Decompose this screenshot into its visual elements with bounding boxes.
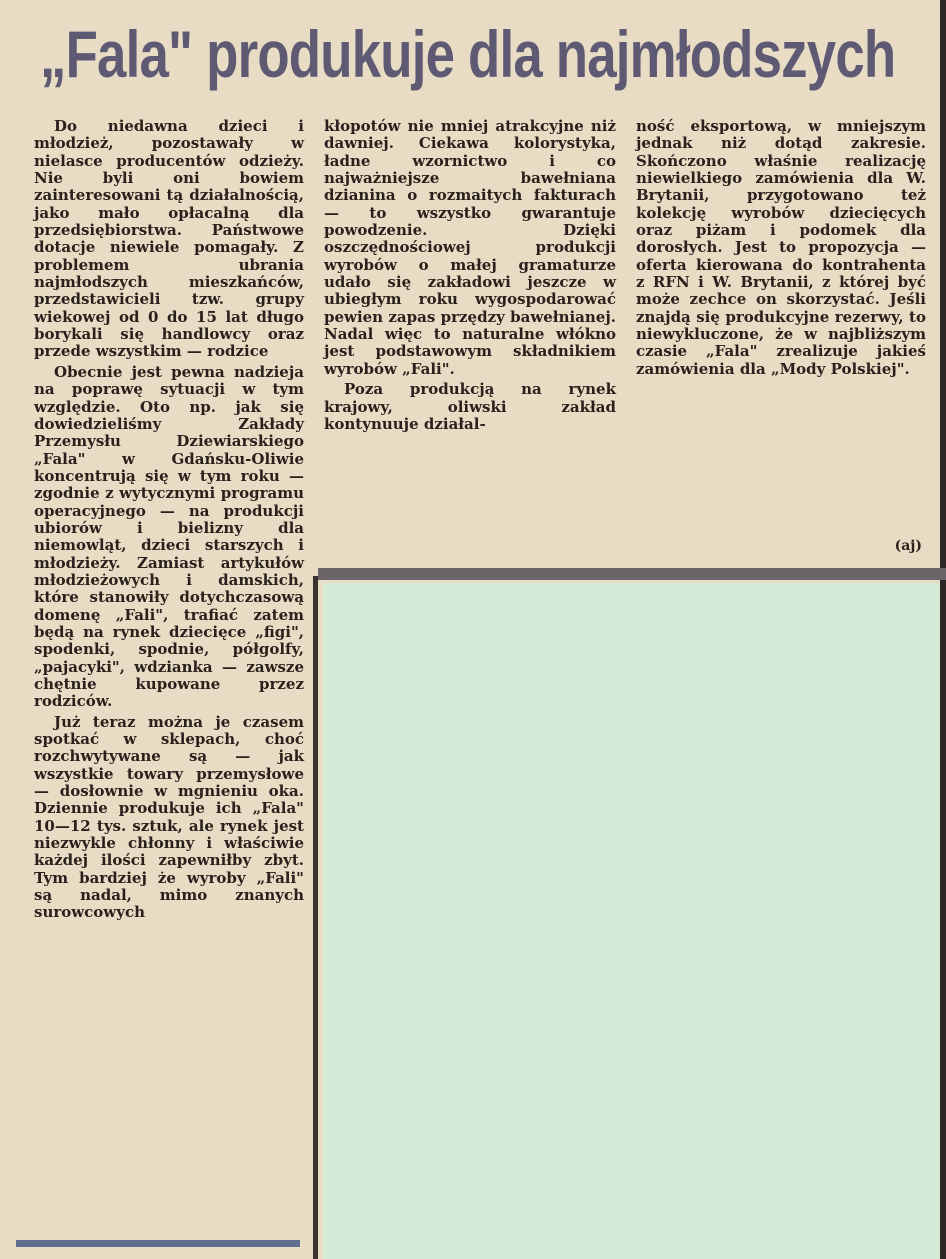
paragraph: Obecnie jest pewna nadzieja na poprawę sytuacji w tym względzie. Oto np. jak się dowiedzieliśmy Zakłady Przemysłu Dziewiarskiego „Fala" w Gdańsku-Oliwie koncentrują się w tym roku — zgodnie z wytycznymi programu operacyjnego — na produkcji ubiorów i bielizny dla niemowląt, dzieci starszych i młodzieży. Zamiast artykułów młodzieżowych i damskich, które stanowiły dotychczasową domenę „Fali", trafiać zatem będą na rynek dziecięce „figi", spodenki, spodnie, półgolfy, „pajacyki", wdzianka — zawsze chętnie kupowane przez rodziców. — [34, 362, 304, 711]
author-signature: (aj) — [894, 538, 922, 554]
page-edge-shadow — [940, 0, 946, 1259]
paragraph: kłopotów nie mniej atrakcyjne niż dawniej. Ciekawa kolorystyka, ładne wzornictwo i co najważniejsze bawełniana dzianina o rozmaitych fakturach — to wszystko gwarantuje powodzenie. Dzięki oszczędnościowej produkcji wyrobów o małej gramaturze udało się zakładowi jeszcze w ubiegłym roku wygospodarować pewien zapas przędzy bawełnianej. Nadal więc to naturalne włókno jest podstawowym składnikiem wyrobów „Fali". — [324, 117, 616, 378]
text-column-3 — [636, 118, 926, 378]
paragraph: ność eksportową, w mniejszym jednak niż dotąd zakresie. Skończono właśnie realizację niewielkiego zamówienia dla W. Brytanii, przygotowano też kolekcję wyrobów dziecięcych oraz piżam i podomek dla dorosłych. Jest to propozycja — oferta kierowana do kontrahenta z RFN i W. Brytanii, z której być może zechce on skorzystać. Jeśli znajdą się produkcyjne rezerwy, to niewykluczone, że w najbliższym czasie „Fala" zrealizuje jakieś zamówienia dla „Mody Polskiej". — [636, 117, 926, 378]
headline: „Fala" produkuje dla najmłodszych — [40, 17, 896, 91]
paragraph: Do niedawna dzieci i młodzież, pozostawały w nielasce producentów odzieży. Nie byli oni bowiem zainteresowani tą działalnością, jako mało opłacalną dla przedsiębiorstwa. Państwowe dotacje niewiele pomagały. Z problemem ubrania najmłodszych mieszkańców, przedstawicieli tzw. grupy wiekowej od 0 do 15 lat długo borykali się handlowcy oraz przede wszystkim — rodzice — [34, 117, 304, 361]
bottom-rule — [16, 1240, 300, 1247]
text-column-2 — [324, 118, 616, 433]
text-column-1 — [34, 118, 304, 922]
paragraph: Już teraz można je czasem spotkać w sklepach, choć rozchwytywane są — jak wszystkie towary przemysłowe — dosłownie w mgnieniu oka. Dziennie produkuje ich „Fala" 10—12 tys. sztuk, ale rynek jest niezwykle chłonny i właściwie każdej ilości zapewniłby zbyt. Tym bardziej że wyroby „Fali" są nadal, mimo znanych surowcowych — [34, 712, 304, 922]
horizontal-rule — [318, 568, 946, 580]
vertical-rule — [313, 576, 318, 1259]
adjacent-section-block — [323, 583, 940, 1259]
paragraph: Poza produkcją na rynek krajowy, oliwski zakład kontynuuje działal- — [324, 380, 616, 433]
